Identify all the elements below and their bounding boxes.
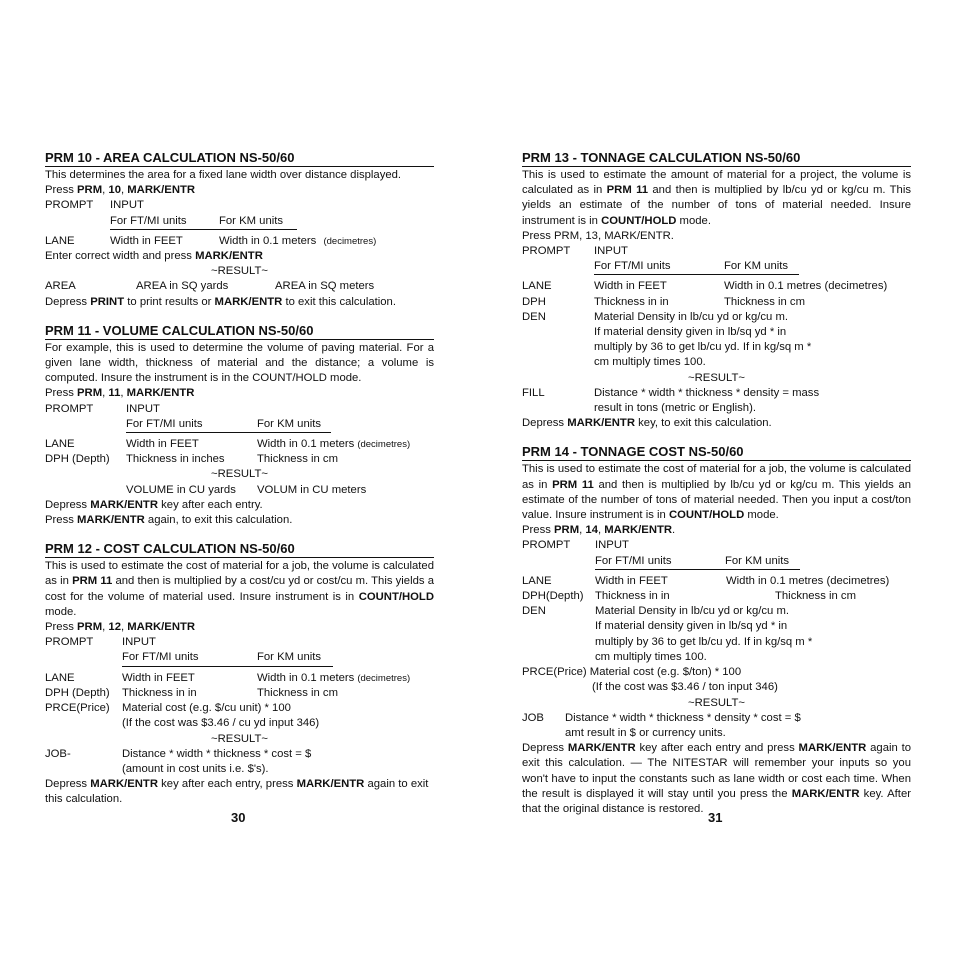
prm11-depress-2: Press MARK/ENTR again, to exit this calculation. <box>45 514 293 527</box>
prm13-depress: Depress MARK/ENTR key, to exit this calculation. <box>522 417 772 430</box>
prm11-title: PRM 11 - VOLUME CALCULATION NS-50/60 <box>45 323 434 340</box>
prm12-result-label: ~RESULT~ <box>211 732 268 745</box>
page-number-left: 30 <box>231 810 246 825</box>
prm10-enter: Enter correct width and press MARK/ENTR <box>45 250 263 263</box>
prm12-title: PRM 12 - COST CALCULATION NS-50/60 <box>45 541 434 558</box>
prm14-dph-row: DPH(Depth) Thickness in in Thickness in cm <box>522 590 856 603</box>
prm14-den-line-2: If material density given in lb/sq yd * in <box>595 620 788 633</box>
prm12-job-row-2: (amount in cost units i.e. $'s). <box>122 762 269 775</box>
prm11-column-headers: For FT/MI units For KM units <box>126 417 331 433</box>
prm12-prce-example: (If the cost was $3.46 / cu yd input 346) <box>122 717 320 730</box>
prm14-job-line-2: amt result in $ or currency units. <box>565 726 726 739</box>
prm14-prompt-row: PROMPT INPUT <box>522 539 629 552</box>
prm12-press: Press PRM, 12, MARK/ENTR <box>45 621 196 634</box>
prm14-title: PRM 14 - TONNAGE COST NS-50/60 <box>522 444 911 461</box>
prm10-lane-row: LANE Width in FEET Width in 0.1 meters (decimetres) <box>45 234 377 247</box>
prm13-den-line-2: If material density given in lb/sq yd * in <box>594 326 787 339</box>
prm10-depress: Depress PRINT to print results or MARK/ENTR to exit this calculation. <box>45 295 396 308</box>
prm11-lane-row: LANE Width in FEET Width in 0.1 meters (decimetres) <box>45 438 411 451</box>
prm12-column-headers: For FT/MI units For KM units <box>122 650 333 666</box>
prm13-press: Press PRM, 13, MARK/ENTR. <box>522 229 674 242</box>
left-page <box>45 150 434 808</box>
prm11-press: Press PRM, 11, MARK/ENTR <box>45 387 195 400</box>
prm13-column-headers: For FT/MI units For KM units <box>594 259 799 275</box>
prm14-job-row: JOB Distance * width * thickness * density * cost = $ <box>522 711 801 724</box>
prm11-description: For example, this is used to determine the volume of paving material. For a given lane width, thickness of material and the distance; a volume is computed. Insure the instrument is in the COUNT/HOLD mode. <box>45 341 434 385</box>
prm14-den-row: DEN Material Density in lb/cu yd or kg/cu m. <box>522 605 789 618</box>
prm10-prompt-row: PROMPT INPUT <box>45 199 144 212</box>
prm12-dph-row: DPH (Depth) Thickness in in Thickness in cm <box>45 686 338 699</box>
prm11-depress-1: Depress MARK/ENTR key after each entry. <box>45 498 263 511</box>
prm13-lane-row: LANE Width in FEET Width in 0.1 metres (decimetres) <box>522 280 888 293</box>
prm14-prce-example: (If the cost was $3.46 / ton input 346) <box>592 681 778 694</box>
prm11-dph-row: DPH (Depth) Thickness in inches Thickness in cm <box>45 453 338 466</box>
prm10-title: PRM 10 - AREA CALCULATION NS-50/60 <box>45 150 434 167</box>
prm13-dph-row: DPH Thickness in in Thickness in cm <box>522 295 805 308</box>
prm11-result-label: ~RESULT~ <box>211 468 268 481</box>
right-page <box>522 150 911 817</box>
prm13-den-line-3: multiply by 36 to get lb/cu yd. If in kg/sq m * <box>594 341 812 354</box>
prm14-den-line-4: cm multiply times 100. <box>595 650 707 663</box>
prm10-area-row: AREA AREA in SQ yards AREA in SQ meters <box>45 280 375 293</box>
prm13-title: PRM 13 - TONNAGE CALCULATION NS-50/60 <box>522 150 911 167</box>
prm13-den-line-4: cm multiply times 100. <box>594 356 706 369</box>
prm13-den-row: DEN Material Density in lb/cu yd or kg/cu m. <box>522 310 788 323</box>
prm14-result-label: ~RESULT~ <box>688 696 745 709</box>
prm11-prompt-row: PROMPT INPUT <box>45 402 160 415</box>
prm12-lane-row: LANE Width in FEET Width in 0.1 meters (decimetres) <box>45 671 411 684</box>
prm10-description: This determines the area for a fixed lane width over distance displayed. <box>45 169 402 181</box>
prm14-press: Press PRM, 14, MARK/ENTR. <box>522 524 676 537</box>
prm13-fill-line-2: result in tons (metric or English). <box>594 402 756 415</box>
page-number-right: 31 <box>708 810 723 825</box>
prm10-column-headers: For FT/MI units For KM units <box>110 214 297 230</box>
prm12-prce-row: PRCE(Price) Material cost (e.g. $/cu unit) * 100 <box>45 702 291 715</box>
prm12-job-row: JOB- Distance * width * thickness * cost = $ <box>45 747 312 760</box>
prm14-description: This is used to estimate the cost of material for a job, the volume is calculated as in PRM 11 and then is multiplied by lb/cu yd or kg/cu m. This yields an estimate of the number of tons of material needed. Then you input a cost/ton value. Insure instrument is in COUNT/HOLD mode. <box>522 463 912 522</box>
prm14-column-headers: For FT/MI units For KM units <box>595 554 800 570</box>
prm13-prompt-row: PROMPT INPUT <box>522 245 628 258</box>
prm14-depress: Depress MARK/ENTR key after each entry and press MARK/ENTR again to exit this calculation. — The NITESTAR will remember your inputs so you won't have to input the constants such as lane width or cost each time. When the result is displayed it will stay until you press the MARK/ENTR key. After that the original distance is restored. <box>522 742 911 815</box>
prm11-volume-row: VOLUME in CU yards VOLUM in CU meters <box>126 483 367 496</box>
prm12-depress: Depress MARK/ENTR key after each entry, press MARK/ENTR again to exit this calculation. <box>45 778 429 806</box>
prm10-press: Press PRM, 10, MARK/ENTR <box>45 184 196 197</box>
prm13-fill-row: FILL Distance * width * thickness * density = mass <box>522 386 820 399</box>
prm13-description: This is used to estimate the amount of material for a project, the volume is calculated as in PRM 11 and then is multiplied by lb/cu yd or kg/cu m. This yields an estimate of the number of tons of material needed. Insure instrument is in COUNT/HOLD mode. <box>522 169 911 227</box>
prm14-den-line-3: multiply by 36 to get lb/cu yd. If in kg/sq m * <box>595 635 813 648</box>
prm12-prompt-row: PROMPT INPUT <box>45 636 156 649</box>
prm14-lane-row: LANE Width in FEET Width in 0.1 metres (decimetres) <box>522 574 890 587</box>
prm10-result-label: ~RESULT~ <box>211 265 268 278</box>
prm14-prce-row: PRCE(Price) Material cost (e.g. $/ton) * 100 <box>522 666 742 679</box>
prm12-description: This is used to estimate the cost of material for a job, the volume is calculated as in PRM 11 and then is multiplied by a cost/cu yd or cost/cu m. This yields a cost for the volume of material used. Insure instrument is in COUNT/HOLD mode. <box>45 560 434 618</box>
prm13-result-label: ~RESULT~ <box>688 371 745 384</box>
